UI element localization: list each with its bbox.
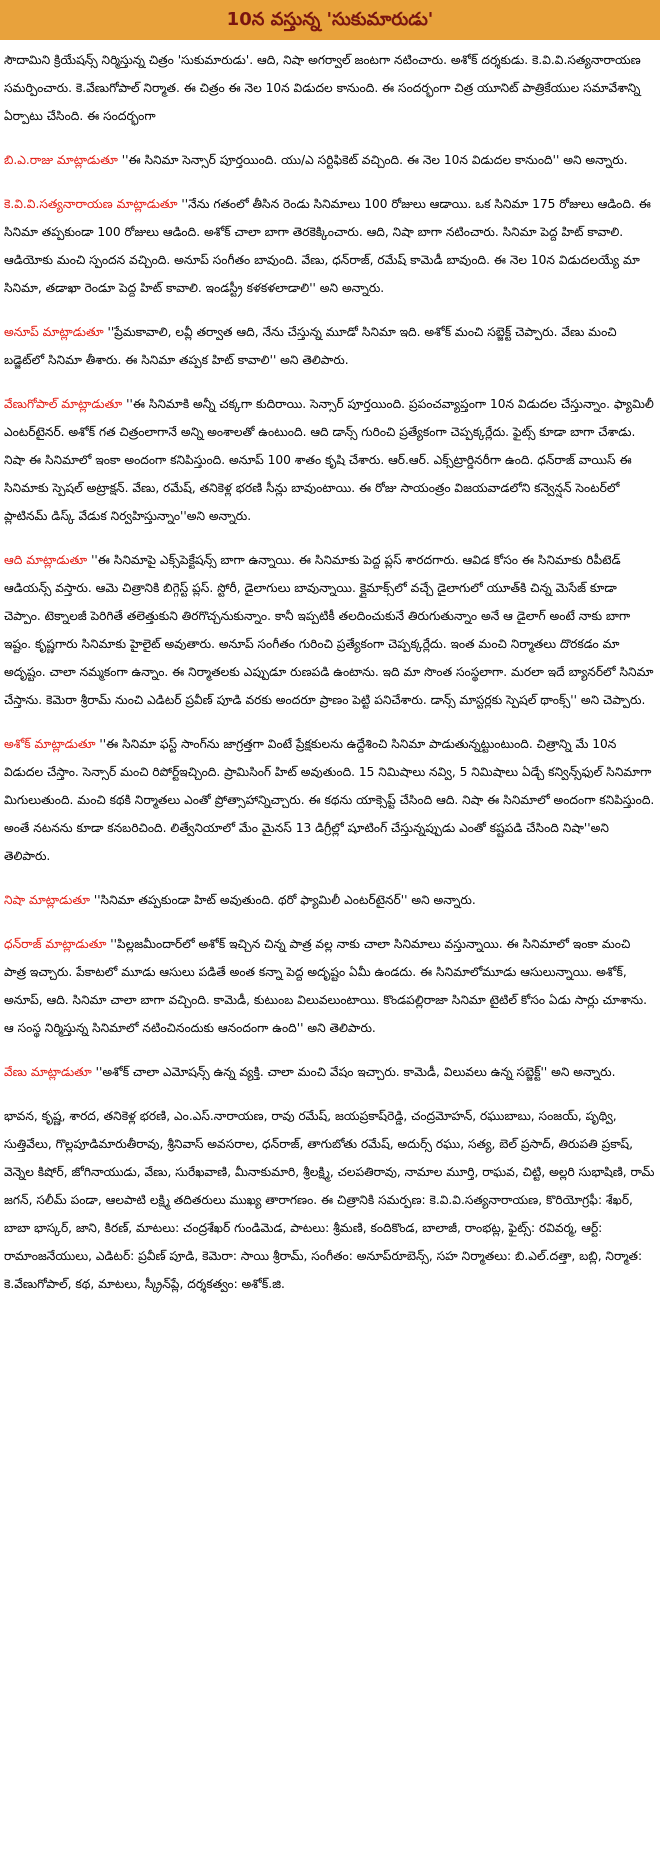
speaker-name: వేణు మాట్లాడుతూ — [4, 1065, 92, 1079]
quote-text: ''సినిమా తప్పకుండా హిట్ అవుతుంది. థరో ఫ్యామిలీ ఎంటర్‌టైనర్'' అని అన్నారు. — [89, 893, 476, 907]
speaker-name: బి.ఎ.రాజు మాట్లాడుతూ — [4, 153, 118, 167]
speaker-name: అనూప్ మాట్లాడుతూ — [4, 325, 104, 339]
quote-text: ''ప్రేమకావాలి, లవ్లీ తర్వాత ఆది, నేను చేస్తున్న మూడో సినిమా ఇది. అశోక్ మంచి సబ్జెక్ట్ చెప్పారు. వేణు మంచి బడ్జెట్‌లో సినిమా తీశారు. ఈ సినిమా తప్పక హిట్ కావాలి'' అని తెలిపారు. — [4, 325, 617, 367]
quote-text: ''నేను గతంలో తీసిన రెండు సినిమాలు 100 రోజులు ఆడాయి. ఒక సినిమా 175 రోజులు ఆడింది. ఈ సినిమా తప్పకుండా 100 రోజులు ఆడింది. అశోక్ చాలా బాగా తెరకెక్కించారు. ఆది, నిషా బాగా నటించారు. సినిమా పెద్ద హిట్ కావాలి. ఆడియోకు మంచి స్పందన వచ్చింది. అనూప్ సంగీతం బావుంది. వేణు, ధన్‌రాజ్, రమేష్ కామెడీ బావుంది. ఈ నెల 10న విడుదలయ్యే మా సినిమా, తడాఖా రెండూ పెద్ద హిట్ కావాలి. ఇండస్ట్రీ కళకళలాడాలి'' అని అన్నారు. — [4, 197, 651, 295]
quote-text: ''ఈ సినిమా ఫస్ట్ సాంగ్‌ను జాగ్రత్తగా వింటే ప్రేక్షకులను ఉద్దేశించి సినిమా పాడుతున్నట్టుంటుంది. చిత్రాన్ని మే 10న విడుదల చేస్తాం. సెన్సార్ మంచి రిపోర్ట్ఇచ్చింది. ప్రామిసింగ్ హిట్ అవుతుంది. 15 నిమిషాలు నవ్వి, 5 నిమిషాలు ఏడ్చే కన్విన్స్‌ఫుల్ సినిమాగా మిగులుతుంది. మంచి కథకి నిర్మాతలు ఎంతో ప్రోత్సాహాన్నిచ్చారు. ఈ కథను యాక్సెప్ట్ చేసింది ఆది. నిషా ఈ సినిమాలో అందంగా కనిపిస్తుంది. అంతే నటనను కూడా కనబరిచింది. లిత్వేనియాలో మేం మైనస్ 13 డిగ్రీల్లో షూటింగ్ చేస్తున్నప్పుడు ఎంతో కష్టపడి చేసింది నిషా''అని తెలిపారు. — [4, 737, 655, 863]
quote-paragraph-aadi — [4, 546, 656, 714]
speaker-name: వేణుగోపాల్ మాట్లాడుతూ — [4, 397, 123, 411]
quote-paragraph-venugopal — [4, 390, 656, 530]
article-title: 10న వస్తున్న 'సుకుమారుడు' — [226, 9, 434, 30]
intro-paragraph: సౌదామిని క్రియేషన్స్ నిర్మిస్తున్న చిత్రం 'సుకుమారుడు'. ఆది, నిషా అగర్వాల్ జంటగా నటించారు. అశోక్ దర్శకుడు. కె.వి.వి.సత్యనారాయణ సమర్పించారు. కె.వేణుగోపాల్ నిర్మాత. ఈ చిత్రం ఈ నెల 10న విడుదల కానుంది. ఈ సందర్భంగా చిత్ర యూనిట్ పాత్రికేయుల సమావేశాన్ని ఏర్పాటు చేసింది. ఈ సందర్భంగా — [4, 53, 641, 123]
article-title-bar — [0, 0, 660, 40]
quote-paragraph-ashok — [4, 730, 656, 870]
quote-paragraph-kvv-satyanarayana — [4, 190, 656, 302]
quote-paragraph-anoop — [4, 318, 656, 374]
quote-paragraph-dhanraj — [4, 930, 656, 1042]
quote-paragraph-ba-raju — [4, 146, 656, 174]
quote-text: ''అశోక్ చాలా ఎమోషన్స్ ఉన్న వ్యక్తి. చాలా మంచి వేషం ఇచ్చారు. కామెడీ, విలువలు ఉన్న సబ్జెక్ట్'' అని అన్నారు. — [91, 1065, 616, 1079]
cast-crew-paragraph: భావన, కృష్ణ, శారద, తనికెళ్ల భరణి, ఎం.ఎస్.నారాయణ, రావు రమేష్, జయప్రకాష్‌రెడ్డి, చంద్రమోహన్, రఘుబాబు, సంజయ్, పృథ్వి, సుత్తివేలు, గొల్లపూడిమారుతీరావు, శ్రీనివాస్ అవసరాల, ధన్‌రాజ్, తాగుబోతు రమేష్, అదుర్స్ రఘు, సత్య, బెల్ ప్రసాద్, తిరుపతి ప్రకాష్, వెన్నెల కిషోర్, జోగినాయుడు, వేణు, సురేఖవాణి, మీనాకుమారి, శ్రీలక్ష్మి, చలపతిరావు, నామాల మూర్తి, రాఘవ, చిట్టి, అల్లరి సుభాషిణి, రామ్ జగన్, సలీమ్ పండా, ఆలపాటి లక్ష్మి తదితరులు ముఖ్య తారాగణం. ఈ చిత్రానికి సమర్పణ: కె.వి.వి.సత్యనారాయణ, కొరియోగ్రఫీ: శేఖర్, బాబా భాస్కర్, జాని, కిరణ్, మాటలు: చంద్రశేఖర్ గుండిమెడ, పాటలు: శ్రీమణి, కందికొండ, బాలాజీ, రాంభట్ల, ఫైట్స్: రవివర్మ, ఆర్ట్: రామాంజనేయులు, ఎడిటర్: ప్రవీణ్ పూడి, కెమెరా: సాయి శ్రీరామ్, సంగీతం: అనూప్‌రూబెన్స్, సహ నిర్మాతలు: బి.ఎల్.దత్తా, బబ్లి, నిర్మాత: కె.వేణుగోపాల్, కథ, మాటలు, స్క్రీన్‌ప్లే, దర్శకత్వం: అశోక్.జి. — [4, 1109, 655, 1291]
speaker-name: ఆది మాట్లాడుతూ — [4, 553, 88, 567]
quote-text: ''ఈ సినిమాకి అన్నీ చక్కగా కుదిరాయి. సెన్సార్ పూర్తయింది. ప్రపంచవ్యాప్తంగా 10న విడుదల చేస్తున్నాం. ఫ్యామిలీ ఎంటర్‌టైనర్. అశోక్ గత చిత్రంలాగానే అన్ని అంశాలతో ఉంటుంది. ఆది డాన్స్ గురించి ప్రత్యేకంగా చెప్పక్కర్లేదు. ఫైట్స్ కూడా బాగా చేశాడు. నిషా ఈ సినిమాలో ఇంకా అందంగా కనిపిస్తుంది. అనూప్ 100 శాతం కృషి చేశారు. ఆర్.ఆర్. ఎక్స్‌ట్రార్డినరీగా ఉంది. ధన్‌రాజ్ వాయిస్ ఈ సినిమాకు స్పెషల్ అట్రాక్షన్. వేణు, రమేష్, తనికెళ్ల భరణి సీన్లు బావుంటాయి. ఈ రోజు సాయంత్రం విజయవాడలోని కన్వెన్షన్ సెంటర్‌లో ప్లాటినమ్ డిస్క్ వేడుక నిర్వహిస్తున్నాం''అని అన్నారు. — [4, 397, 654, 523]
quote-paragraph-venu — [4, 1058, 656, 1086]
quote-text: ''ఈ సినిమా సెన్సార్ పూర్తయింది. యు/ఎ సర్టిఫికెట్ వచ్చింది. ఈ నెల 10న విడుదల కానుంది'' అని అన్నారు. — [117, 153, 628, 167]
quote-text: ''ఈ సినిమాపై ఎక్స్‌పెక్టేషన్స్ బాగా ఉన్నాయి. ఈ సినిమాకు పెద్ద ప్లస్ శారదగారు. ఆవిడ కోసం ఈ సినిమాకు రిపీటెడ్ ఆడియన్స్ వస్తారు. ఆమె చిత్రానికి బిగ్గెస్ట్ ప్లస్. స్టోరీ, డైలాగులు బావున్నాయి. క్లైమాక్స్‌లో వచ్చే డైలాగులో యూత్‌కి చిన్న మెసేజ్ కూడా చెప్పాం. టెక్నాలజీ పెరిగితే తలెత్తుకుని తిరగొచ్చనుకున్నాం. కానీ ఇప్పటికీ తలదించుకునే తిరుగుతున్నాం అనే ఆ డైలాగ్ అంటే నాకు బాగా ఇష్టం. కృష్ణగారు సినిమాకు హైలైట్ అవుతారు. అనూప్ సంగీతం గురించి ప్రత్యేకంగా చెప్పక్కర్లేదు. ఇంత మంచి నిర్మాతలు దొరకడం మా అదృష్టం. చాలా నమ్మకంగా ఉన్నాం. ఈ నిర్మాతలకు ఎప్పుడూ రుణపడి ఉంటాను. ఇది మా సొంత సంస్థలాగా. మరలా ఇదే బ్యానర్‌లో సినిమా చేస్తాను. కెమెరా శ్రీరామ్ నుంచి ఎడిటర్ ప్రవీణ్ పూడి వరకు అందరూ ప్రాణం పెట్టి పనిచేశారు. డాన్స్ మాస్టర్లకు స్పెషల్ థాంక్స్'' అని చెప్పారు. — [4, 553, 654, 707]
speaker-name: అశోక్ మాట్లాడుతూ — [4, 737, 96, 751]
speaker-name: ధన్‌రాజ్ మాట్లాడుతూ — [4, 937, 107, 951]
quote-paragraph-nisha — [4, 886, 656, 914]
article-body — [4, 46, 656, 1086]
speaker-name: నిషా మాట్లాడుతూ — [4, 893, 90, 907]
quote-text: ''పిల్లజమీందార్‌లో అశోక్ ఇచ్చిన చిన్న పాత్ర వల్ల నాకు చాలా సినిమాలు వస్తున్నాయి. ఈ సినిమాలో ఇంకా మంచి పాత్ర ఇచ్చారు. పేకాటలో మూడు ఆసులు పడితే అంత కన్నా పెద్ద అదృష్టం ఏమీ ఉండదు. ఈ సినిమాలోమూడు ఆసులున్నాయి. అశోక్, అనూప్, ఆది. సినిమా చాలా బాగా వచ్చింది. కామెడీ, కుటుంబ విలువలుంటాయి. కొండపల్లిరాజా సినిమా టైటిల్ కోసం ఏడు సార్లు చూశాను. ఆ సంస్థ నిర్మిస్తున్న సినిమాలో నటించినందుకు ఆనందంగా ఉంది'' అని తెలిపారు. — [4, 937, 648, 1035]
speaker-name: కె.వి.వి.సత్యనారాయణ మాట్లాడుతూ — [4, 197, 178, 211]
cast-and-crew-section — [4, 1102, 656, 1298]
